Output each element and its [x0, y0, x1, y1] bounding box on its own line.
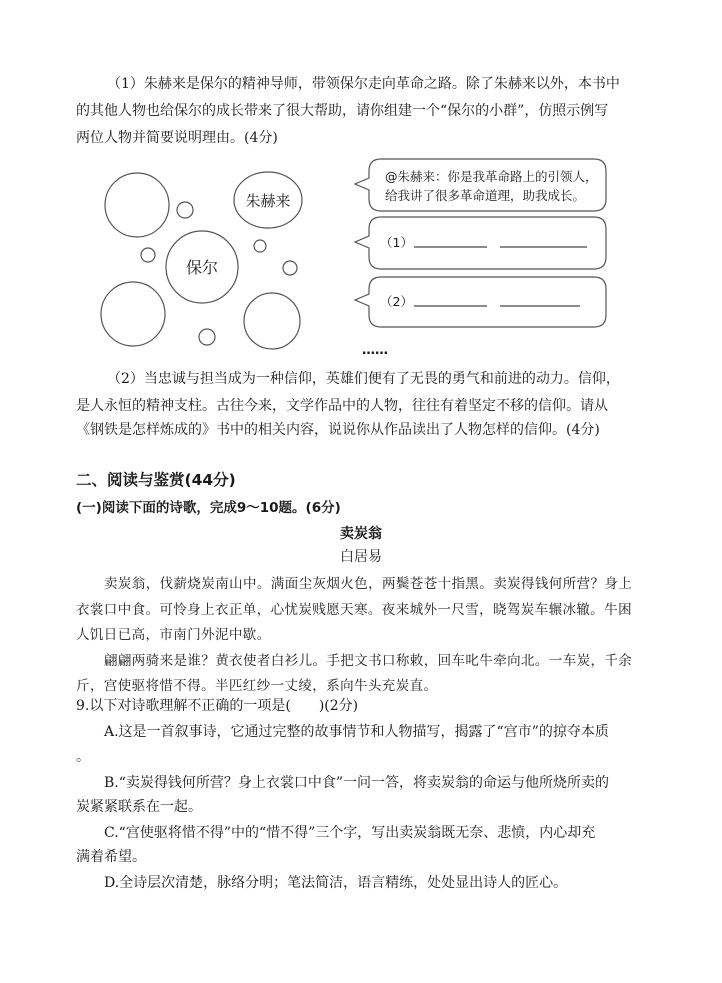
option-c-line-1: C.“宫使驱将惜不得”中的“惜不得”三个字，写出卖炭翁既无奈、悲愤，内心却充 [104, 825, 596, 841]
option-d: D.全诗层次清楚，脉络分明；笔法简洁，语言精练，处处显出诗人的匠心。 [104, 875, 568, 891]
option-a-line-2: 。 [76, 749, 90, 765]
bubble-tiny-1 [141, 248, 155, 262]
q2-line-3: 《钢铁是怎样炼成的》书中的相关内容，说说你从作品读出了人物怎样的信仰。(4分) [76, 422, 600, 438]
section-heading: 二、阅读与鉴赏(44分) [76, 471, 236, 489]
option-c-line-2: 满着希望。 [76, 849, 146, 865]
poem-line-5: 斤，宫使驱将惜不得。半匹红纱一丈绫，系向牛头充炭直。 [76, 678, 438, 694]
center-label: 保尔 [185, 258, 219, 277]
section-subheading: (一)阅读下面的诗歌，完成9～10题。(6分) [76, 500, 341, 516]
bubble-tiny-2 [283, 261, 297, 275]
poem-line-3: 人饥日已高，市南门外泥中歇。 [76, 627, 271, 643]
q2-line-2: 是人永恒的精神支柱。古往今来，文学作品中的人物，往往有着坚定不移的信仰。请从 [76, 398, 608, 414]
option-b-line-1: B.“卖炭得钱何所营？身上衣裳口中食”一问一答，将卖炭翁的命运与他所烧所卖的 [104, 775, 610, 791]
bubble-large-bottom-right [244, 293, 300, 349]
slot-1-label: （1） [380, 235, 413, 250]
q1-line-1: （1）朱赫来是保尔的精神导师，带领保尔走向革命之路。除了朱赫来以外，本书中 [107, 76, 620, 92]
bubble-small-1 [177, 202, 193, 218]
poem-line-4: 翩翩两骑来是谁？黄衣使者白衫儿。手把文书口称敕，回车叱牛牵向北。一车炭，千余 [104, 653, 633, 669]
q1-line-2: 的其他人物也给保尔的成长带来了很大帮助，请你组建一个“保尔的小群”，仿照示例写 [76, 103, 609, 119]
bubble-small-3 [199, 329, 215, 345]
poem-line-2: 衣裳口中食。可怜身上衣正单，心忧炭贱愿天寒。夜来城外一尺雪，晓驾炭车辗冰辙。牛困 [76, 602, 632, 618]
top-label: 朱赫来 [245, 192, 291, 210]
option-b-line-2: 炭紧紧联系在一起。 [76, 799, 202, 815]
question-9-stem: 9.以下对诗歌理解不正确的一项是( )(2分) [76, 698, 359, 714]
bubble-small-2 [254, 240, 266, 252]
option-a-line-1: A.这是一首叙事诗，它通过完整的故事情节和人物描写，揭露了“宫市”的掠夺本质 [104, 724, 609, 740]
paul-group-diagram [0, 140, 695, 400]
example-speech-bubble [355, 159, 606, 211]
slot-2-label: （2） [380, 294, 413, 309]
poem-title: 卖炭翁 [340, 526, 382, 542]
example-text-line-2: 给我讲了很多革命道理，助我成长。 [385, 188, 586, 203]
bubble-large-top-left [105, 173, 169, 237]
poem-line-1: 卖炭翁，伐薪烧炭南山中。满面尘灰烟火色，两鬓苍苍十指黑。卖炭得钱何所营？身上 [104, 576, 633, 592]
q1-line-3: 两位人物并简要说明理由。(4分) [76, 130, 278, 146]
example-text-line-1: @朱赫来：你是我革命路上的引领人， [385, 169, 598, 184]
bubble-large-bottom-left [101, 282, 165, 346]
poem-author: 白居易 [340, 549, 382, 565]
diagram-ellipsis: …… [362, 343, 388, 358]
q2-line-1: （2）当忠诚与担当成为一种信仰，英雄们便有了无畏的勇气和前进的动力。信仰， [107, 371, 620, 387]
